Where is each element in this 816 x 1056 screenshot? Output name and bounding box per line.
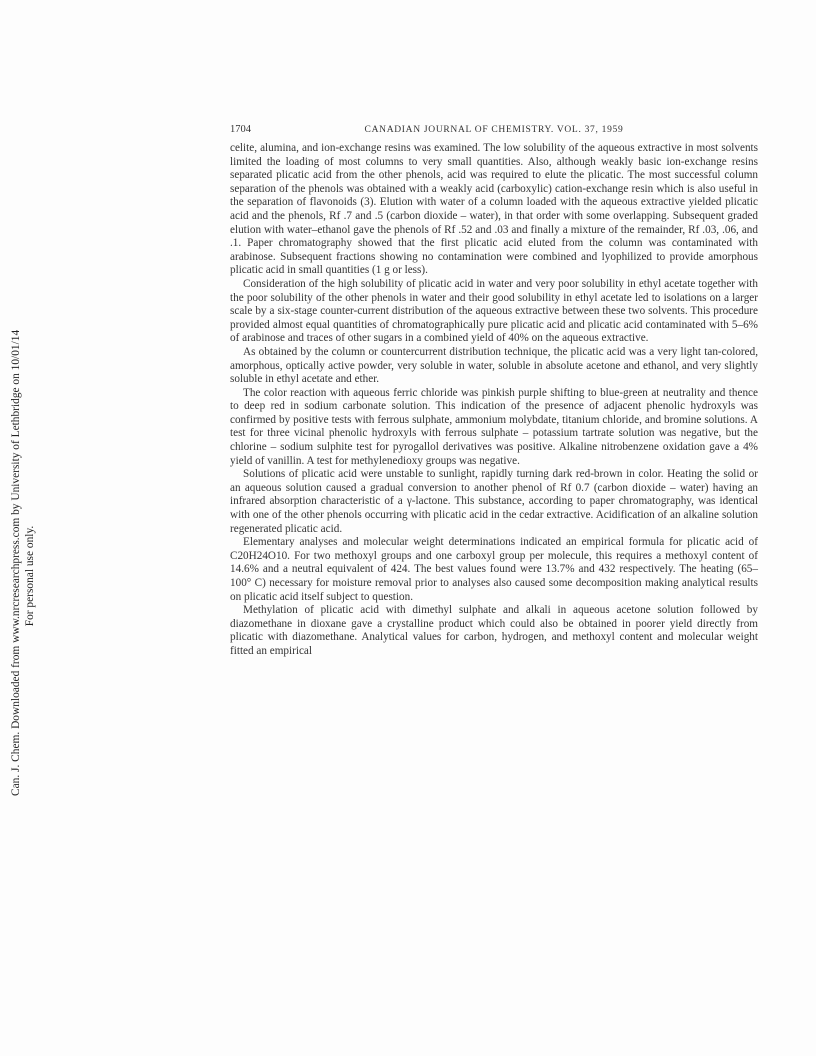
journal-title: CANADIAN JOURNAL OF CHEMISTRY. VOL. 37, 1959: [364, 125, 624, 135]
paragraph-4: The color reaction with aqueous ferric chloride was pinkish purple shifting to blue-green at neutrality and thence to deep red in sodium carbonate solution. This indication of the presence of adjacent phenolic hydroxyls was confirmed by positive tests with ferrous sulphate, ammonium molybdate, titanium chloride, and bromine solutions. A test for three vicinal phenolic hydroxyls with ferrous sulphate – potassium tartrate solution was negative, but the chlorine – sodium sulphite test for pyrogallol derivatives was positive. Alkaline nitrobenzene oxidation gave a 4% yield of vanillin. A test for methylenedioxy groups was negative.: [230, 386, 758, 467]
watermark-line-2: For personal use only.: [23, 525, 36, 627]
paragraph-5: Solutions of plicatic acid were unstable to sunlight, rapidly turning dark red-brown in color. Heating the solid or an aqueous solution caused a gradual conversion to another phenol of Rf 0.7 (carbon dioxide – water) having an infrared absorption characteristic of a γ-lactone. This substance, according to paper chromatography, was identical with one of the other phenols occurring with plicatic acid in the cedar extractive. Acidification of an alkaline solution regenerated plicatic acid.: [230, 468, 758, 535]
download-watermark: [10, 329, 37, 796]
page-number: 1704: [230, 124, 251, 135]
paragraph-6: Elementary analyses and molecular weight determinations indicated an empirical formula for plicatic acid of C20H24O10. For two methoxyl groups and one carboxyl group per molecule, this requires a methoxyl content of 14.6% and a neutral equivalent of 424. The best values found were 13.7% and 432 respectively. The heating (65–100° C) necessary for moisture removal prior to analyses also caused some decomposition making analytical results on plicatic acid itself subject to question.: [230, 536, 758, 603]
paragraph-3: As obtained by the column or countercurrent distribution technique, the plicatic acid was a very light tan-colored, amorphous, optically active powder, very soluble in water, soluble in absolute acetone and ethanol, and very slightly soluble in ethyl acetate and ether.: [230, 345, 758, 386]
paragraph-7: Methylation of plicatic acid with dimethyl sulphate and alkali in aqueous acetone solution followed by diazomethane in dioxane gave a crystalline product which could also be obtained in poorer yield directly from plicatic with diazomethane. Analytical values for carbon, hydrogen, and methoxyl content and molecular weight fitted an empirical: [230, 604, 758, 657]
watermark-line-1: Can. J. Chem. Downloaded from www.nrcresearchpress.com by University of Lethbridge on 10/01/14: [10, 329, 22, 796]
article-body: [230, 142, 758, 659]
paragraph-2: Consideration of the high solubility of plicatic acid in water and very poor solubility in ethyl acetate together with the poor solubility of the other phenols in water and their good solubility in ethyl acetate led to isolations on a larger scale by a six-stage counter-current distribution of the aqueous extractive between these two solvents. This procedure provided almost equal quantities of chromatographically pure plicatic acid and plicatic acid contaminated with 5–6% of arabinose and traces of other sugars in a combined yield of 40% on the aqueous extractive.: [230, 277, 758, 345]
paragraph-1: celite, alumina, and ion-exchange resins was examined. The low solubility of the aqueous extractive in most solvents limited the loading of most columns to very small quantities. Also, although weakly basic ion-exchange resins separated plicatic acid from the other phenols, acid was required to elute the plicatic. The most successful column separation of the phenols was obtained with a weakly acid (carboxylic) cation-exchange resin which is also useful in the separation of flavonoids (3). Elution with water of a column loaded with the aqueous extractive yielded plicatic acid and the phenols, Rf .7 and .5 (carbon dioxide – water), in that order with some overlapping. Subsequent graded elution with water–ethanol gave the phenols of Rf .52 and .03 and finally a mixture of the remainder, Rf .03, .06, and .1. Paper chromatography showed that the first plicatic acid eluted from the column was contaminated with arabinose. Subsequent fractions showing no contamination were combined and lyophilized to provide amorphous plicatic acid in small quantities (1 g or less).: [230, 142, 758, 277]
running-header: [230, 124, 758, 138]
